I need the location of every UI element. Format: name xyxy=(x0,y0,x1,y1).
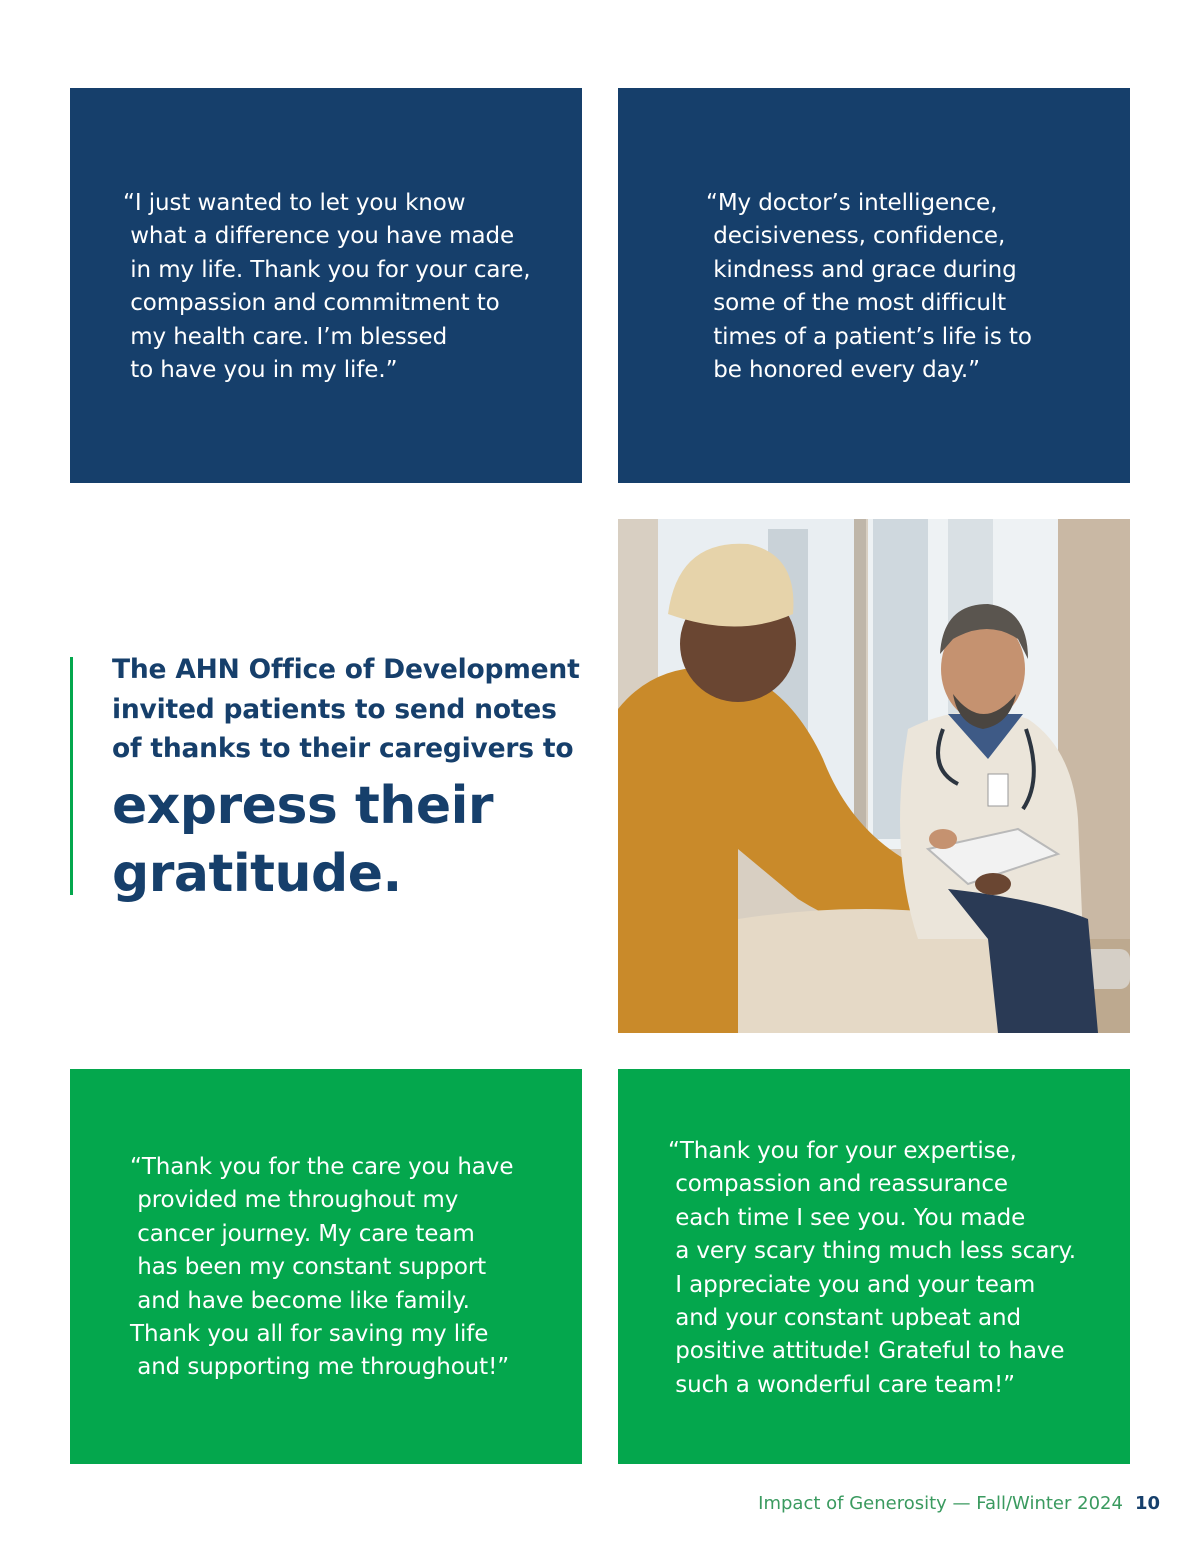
quote-text: “My doctor’s intelligence, decisiveness, confidence, kindness and grace during some of the most difficult times of a patient’s life is to be honored every day.” xyxy=(706,190,1032,384)
page-footer xyxy=(758,1492,1160,1516)
quote-text: “Thank you for your expertise, compassion and reassurance each time I see you. You made a very scary thing much less scary. I appreciate you and your team and your constant upbeat and positive attitude! Grateful to have such a wonderful care team!” xyxy=(668,1138,1076,1398)
quote-card-4 xyxy=(618,1069,1130,1464)
publication-title: Impact of Generosity — Fall/Winter 2024 xyxy=(758,1493,1123,1514)
quote-card-1 xyxy=(70,88,582,483)
doctor-patient-photo xyxy=(618,519,1130,1033)
quote-card-3 xyxy=(70,1069,582,1464)
quote-card-2 xyxy=(618,88,1130,483)
callout-accent-bar xyxy=(70,657,73,895)
page-number: 10 xyxy=(1134,1493,1160,1514)
callout-emphasis-text: express their gratitude. xyxy=(112,776,494,904)
quote-text: “Thank you for the care you have provided me throughout my cancer journey. My care team has been my constant support and have become like family. Thank you all for saving my life and supporting me throughout!” xyxy=(130,1154,514,1381)
callout-lead-text: The AHN Office of Development invited patients to send notes of thanks to their caregivers to xyxy=(112,654,580,764)
quote-text: “I just wanted to let you know what a difference you have made in my life. Thank you for your care, compassion and commitment to my health care. I’m blessed to have you in my life.” xyxy=(123,190,531,384)
